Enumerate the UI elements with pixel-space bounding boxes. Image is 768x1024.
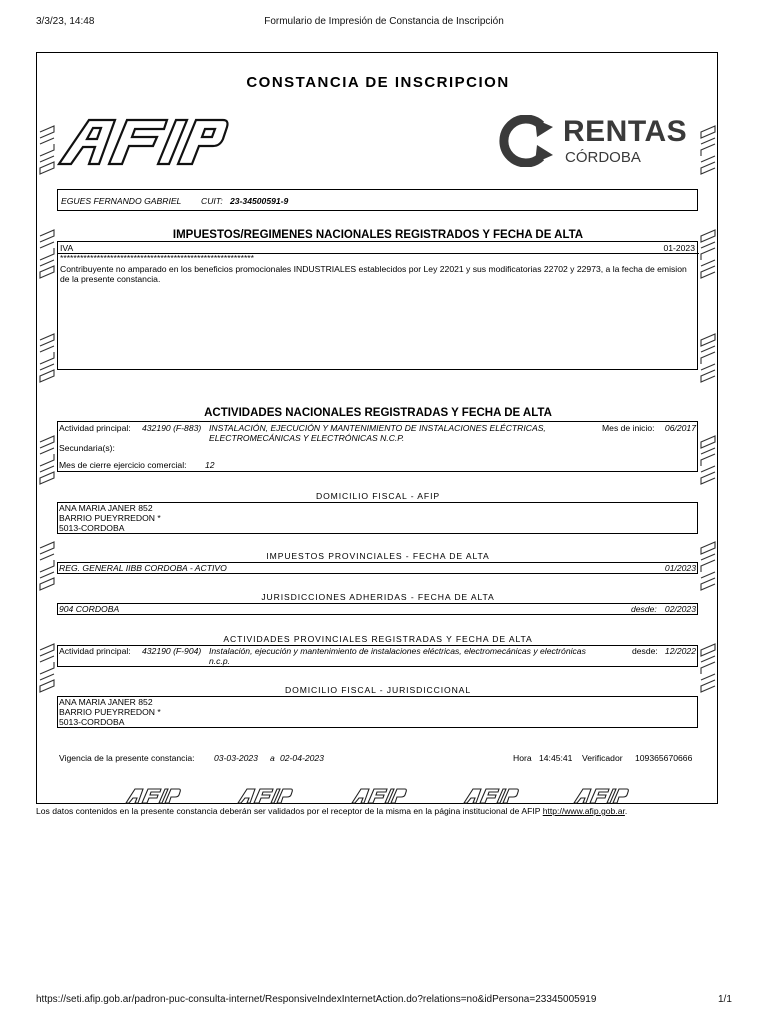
taxpayer-box (57, 189, 698, 211)
provincial-activity-label: Actividad principal: (59, 646, 131, 656)
jurisdictions-heading: JURISDICCIONES ADHERIDAS - FECHA DE ALTA (261, 592, 495, 602)
activity-start-label: Mes de inicio: (602, 423, 655, 433)
afip-mini-logo-icon (351, 787, 407, 805)
tax-separator: ********************************************************** (60, 253, 254, 263)
national-taxes-heading: IMPUESTOS/REGIMENES NACIONALES REGISTRADOS Y FECHA DE ALTA (172, 229, 584, 241)
provincial-activity-desc-2: n.c.p. (209, 656, 231, 666)
afip-website-link[interactable]: http://www.afip.gob.ar (542, 806, 625, 816)
verifier-label: Verificador (582, 753, 623, 763)
secondary-label: Secundaria(s): (59, 443, 115, 453)
activity-main-desc-1: INSTALACIÓN, EJECUCIÓN Y MANTENIMIENTO DE INSTALACIONES ELÉCTRICAS, (209, 423, 546, 433)
jurisdiction-address-line-3: 5013-CORDOBA (59, 717, 125, 727)
jurisdiction-address-line-2: BARRIO PUEYRREDON * (59, 707, 161, 717)
validity-to: 02-04-2023 (280, 753, 324, 763)
tax-date: 01-2023 (663, 243, 695, 253)
cuit-label: CUIT: (201, 196, 223, 206)
jurisdiction-address-line-1: ANA MARIA JANER 852 (59, 697, 153, 707)
fiscal-address-afip-box (57, 502, 698, 534)
print-url: https://seti.afip.gob.ar/padron-puc-consulta-internet/ResponsiveIndexInternetAction.do?relations=no&idPersona=23345005919 (36, 994, 597, 1005)
tax-name: IVA (60, 243, 74, 253)
rentas-logo-icon (497, 115, 559, 167)
rentas-logo-subtext: CÓRDOBA (565, 149, 641, 166)
closing-month-label: Mes de cierre ejercicio comercial: (59, 460, 187, 470)
validity-label: Vigencia de la presente constancia: (59, 753, 195, 763)
provincial-activity-desc-1: Instalación, ejecución y mantenimiento de instalaciones eléctricas, electromecánicas y electrónicas (209, 646, 586, 656)
time-value: 14:45:41 (539, 753, 573, 763)
provincial-activity-code: 432190 (F-904) (142, 646, 202, 656)
rentas-logo-text: RENTAS (563, 115, 688, 148)
disclaimer-end: . (624, 806, 628, 816)
cuit-value: 23-34500591-9 (230, 196, 289, 206)
disclaimer (36, 806, 627, 816)
print-page-title: Formulario de Impresión de Constancia de Inscripción (264, 16, 504, 27)
validity-connector: a (270, 753, 275, 763)
verifier-value: 109365670666 (635, 753, 693, 763)
provincial-tax-value: REG. GENERAL IIBB CORDOBA - ACTIVO (59, 563, 227, 573)
tax-note: Contribuyente no amparado en los beneficios promocionales INDUSTRIALES establecidos por Ley 22021 y sus modificatorias 22702 y 22973, a la fecha de emision de la presente constancia. (60, 264, 687, 284)
closing-month-value: 12 (205, 460, 215, 470)
address-line-3: 5013-CORDOBA (59, 523, 125, 533)
afip-logo-icon (57, 117, 229, 167)
fiscal-address-jurisdiction-box (57, 696, 698, 728)
afip-mini-logo-icon (573, 787, 629, 805)
afip-mini-logo-icon (125, 787, 181, 805)
disclaimer-text: Los datos contenidos en la presente constancia deberán ser validados por el receptor de la misma en la página institucional de AFIP (36, 806, 541, 816)
provincial-taxes-box (57, 562, 698, 574)
jurisdiction-date: 02/2023 (664, 604, 696, 614)
activity-main-desc-2: ELECTROMECÁNICAS Y ELECTRÓNICAS N.C.P. (209, 433, 405, 443)
afip-mini-logo-icon (463, 787, 519, 805)
validity-from: 03-03-2023 (214, 753, 258, 763)
provincial-activity-since-value: 12/2022 (664, 646, 696, 656)
fiscal-address-afip-heading: DOMICILIO FISCAL - AFIP (315, 491, 440, 501)
activity-start-value: 06/2017 (664, 423, 696, 433)
print-datetime: 3/3/23, 14:48 (36, 16, 95, 27)
address-line-2: BARRIO PUEYRREDON * (59, 513, 161, 523)
provincial-activities-heading: ACTIVIDADES PROVINCIALES REGISTRADAS Y FECHA DE ALTA (223, 634, 533, 644)
national-activities-heading: ACTIVIDADES NACIONALES REGISTRADAS Y FECHA DE ALTA (204, 407, 552, 419)
print-page-count: 1/1 (718, 994, 732, 1005)
document-title: CONSTANCIA DE INSCRIPCION (246, 74, 510, 91)
provincial-activities-box (57, 645, 698, 667)
afip-mini-logo-icon (237, 787, 293, 805)
jurisdiction-value: 904 CORDOBA (59, 604, 120, 614)
constancia-frame (36, 52, 718, 804)
address-line-1: ANA MARIA JANER 852 (59, 503, 153, 513)
activity-main-code: 432190 (F-883) (142, 423, 202, 433)
jurisdictions-box (57, 603, 698, 615)
national-taxes-box (57, 241, 698, 370)
provincial-tax-date: 01/2023 (664, 563, 696, 573)
taxpayer-name: EGUES FERNANDO GABRIEL (61, 196, 182, 206)
national-activities-box (57, 421, 698, 472)
jurisdiction-date-label: desde: (631, 604, 657, 614)
provincial-taxes-heading: IMPUESTOS PROVINCIALES - FECHA DE ALTA (266, 551, 490, 561)
time-label: Hora (513, 753, 532, 763)
provincial-activity-since-label: desde: (632, 646, 658, 656)
activity-main-label: Actividad principal: (59, 423, 131, 433)
fiscal-address-jurisdiction-heading: DOMICILIO FISCAL - JURISDICCIONAL (285, 685, 471, 695)
